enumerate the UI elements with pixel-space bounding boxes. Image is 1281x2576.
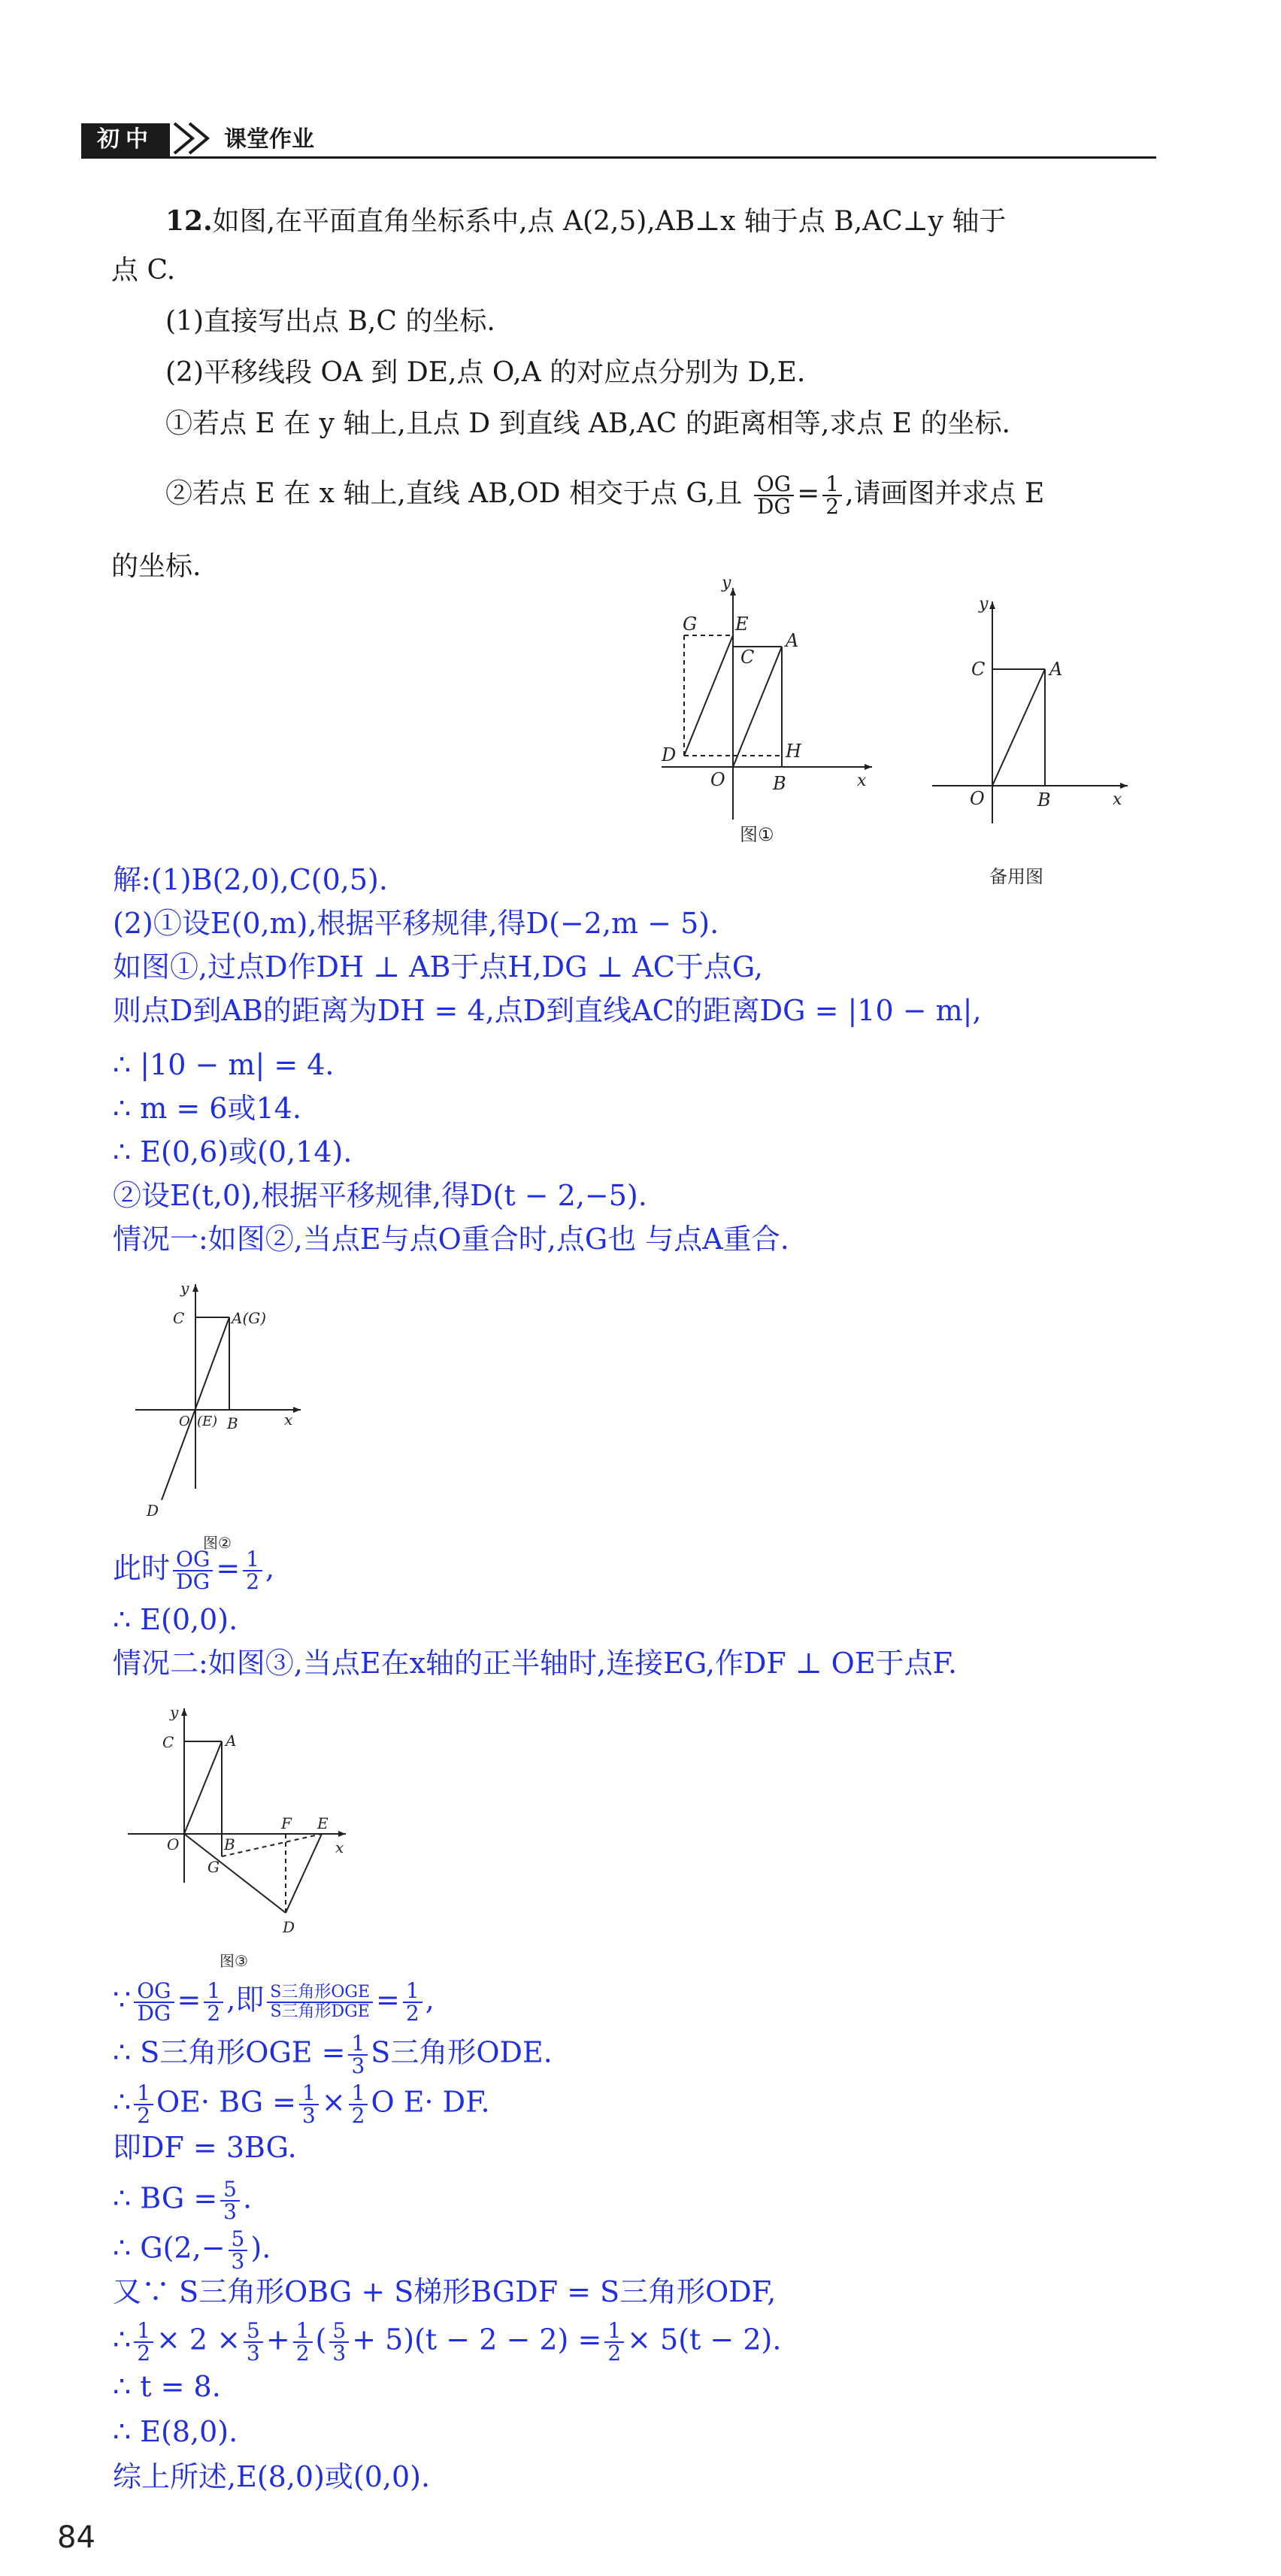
svg-text:G: G [207,1858,220,1876]
problem-line-1 [165,203,1006,240]
svg-text:E: E [317,1814,329,1832]
svg-text:x: x [1113,790,1122,809]
header-rule [81,156,1156,159]
svg-text:B: B [227,1414,238,1432]
svg-text:O: O [970,788,985,809]
solution-line-8: ②设E(t,0),根据平移规律,得D(t − 2,−5). [113,1179,647,1212]
svg-text:G: G [683,614,698,635]
solution-line-15: ∴ $\frac{1}{2}$ OE· BG = $\frac{1}{3}$ × $\frac{1}{2}$ O E· DF. [113,2080,490,2128]
solution-line-18: ∴ G(2,− $\frac{5}{3}$ ). [113,2226,271,2274]
solution-line-4: 则点D到AB的距离为DH = 4,点D到直线AC的距离DG = |10 − m|, [113,994,982,1027]
problem-part-1: (1)直接写出点 B,C 的坐标. [165,306,495,337]
solution-line-10: 此时 $\frac{OG}{DG}$ = $\frac{1}{2}$ , [113,1547,275,1594]
svg-text:C: C [740,647,755,668]
solution-line-17: ∴ BG = $\frac{5}{3}$ . [113,2177,253,2224]
svg-text:A: A [786,630,799,651]
solution-line-6: ∴ m = 6或14. [113,1092,301,1125]
section-title: 课堂作业 [224,126,314,153]
svg-text:x: x [335,1838,344,1856]
svg-text:A(G): A(G) [232,1309,267,1327]
svg-text:x: x [857,771,867,790]
svg-text:B: B [1037,789,1051,811]
figure-spare [925,586,1135,827]
figure-1 [647,579,887,827]
svg-text:C: C [162,1733,174,1751]
svg-text:C: C [173,1309,185,1327]
problem-part-2: (2)平移线段 OA 到 DE,点 O,A 的对应点分别为 D,E. [165,357,806,388]
solution-line-9: 情况一:如图②,当点E与点O重合时,点G也 与点A重合. [113,1223,789,1256]
svg-text:A: A [226,1732,237,1750]
svg-text:D: D [283,1918,295,1936]
svg-text:x: x [284,1411,293,1429]
figure-2-caption: 图② [203,1534,232,1552]
solution-line-19: 又∵ S三角形OBG + S梯形BGDF = S三角形ODF, [113,2275,777,2308]
svg-text:B: B [773,773,786,794]
page-header [81,113,1156,159]
svg-text:F: F [281,1814,292,1832]
page-number: 84 [57,2520,95,2555]
svg-text:(E): (E) [197,1414,218,1429]
solution-line-12: 情况二:如图③,当点E在x轴的正半轴时,连接EG,作DF ⊥ OE于点F. [113,1647,958,1680]
figure-3 [113,1695,361,1950]
svg-text:A: A [1049,659,1063,680]
solution-line-13: ∵ $\frac{OG}{DG}$ = $\frac{1}{2}$ ,即 $\frac{\text{S三角形OGE}}{\text{S三角形DGE}}$ = $\frac{1}{2}$ , [113,1978,435,2026]
solution-line-14: ∴ S三角形OGE = $\frac{1}{3}$ S三角形ODE. [113,2031,553,2078]
svg-text:O: O [167,1835,180,1853]
svg-text:y: y [180,1279,189,1297]
problem-number: 12. [165,205,213,237]
problem-part-2-1: ①若点 E 在 y 轴上,且点 D 到直线 AB,AC 的距离相等,求点 E 的坐标. [165,408,1010,439]
svg-text:B: B [224,1835,235,1853]
figure-3-caption: 图③ [220,1952,248,1970]
svg-text:O: O [179,1414,190,1429]
solution-line-21: ∴ t = 8. [113,2370,221,2403]
solution-line-22: ∴ E(8,0). [113,2415,238,2448]
solution-line-5: ∴ |10 − m| = 4. [113,1048,335,1081]
svg-text:y: y [979,595,989,614]
svg-text:E: E [735,614,749,635]
solution-line-11: ∴ E(0,0). [113,1603,238,1636]
figure-spare-caption: 备用图 [989,866,1043,887]
chevron-icon [170,117,223,159]
solution-line-1: 解:(1)B(2,0),C(0,5). [113,863,388,896]
svg-text:H: H [786,741,801,762]
problem-line-2: 点 C. [111,255,176,286]
grade-tag: 初中 [81,123,170,156]
solution-line-2: (2)①设E(0,m),根据平移规律,得D(−2,m − 5). [113,907,719,940]
figure-1-caption: 图① [740,824,774,845]
problem-line-last: 的坐标. [111,551,201,582]
ratio-fraction: $\frac{OG}{DG}$ [754,474,794,517]
solution-line-16: 即DF = 3BG. [113,2131,297,2164]
solution-line-3: 如图①,过点D作DH ⊥ AB于点H,DG ⊥ AC于点G, [113,950,763,983]
svg-text:O: O [710,769,725,790]
figure-2 [113,1271,308,1526]
svg-text:y: y [170,1703,179,1721]
svg-text:C: C [971,659,986,680]
problem-text: 如图,在平面直角坐标系中,点 A(2,5),AB⊥x 轴于点 B,AC⊥y 轴于 [212,206,1007,237]
problem-part-2-2: ②若点 E 在 x 轴上,直线 AB,OD 相交于点 G,且 $\frac{OG}{DG}$ = $\frac{1}{2}$ ,请画图并求点 E [165,471,1045,519]
solution-line-23: 综上所述,E(8,0)或(0,0). [113,2460,431,2493]
solution-line-7: ∴ E(0,6)或(0,14). [113,1135,353,1168]
svg-text:D: D [147,1502,159,1520]
svg-text:y: y [722,579,731,592]
solution-line-20: ∴ $\frac{1}{2}$ × 2 × $\frac{5}{3}$ + $\frac{1}{2}$ ( $\frac{5}{3}$ + 5)(t − 2 − 2) = $\frac{1}{2}$ × 5(t − 2). [113,2318,782,2365]
svg-text:D: D [662,744,677,765]
